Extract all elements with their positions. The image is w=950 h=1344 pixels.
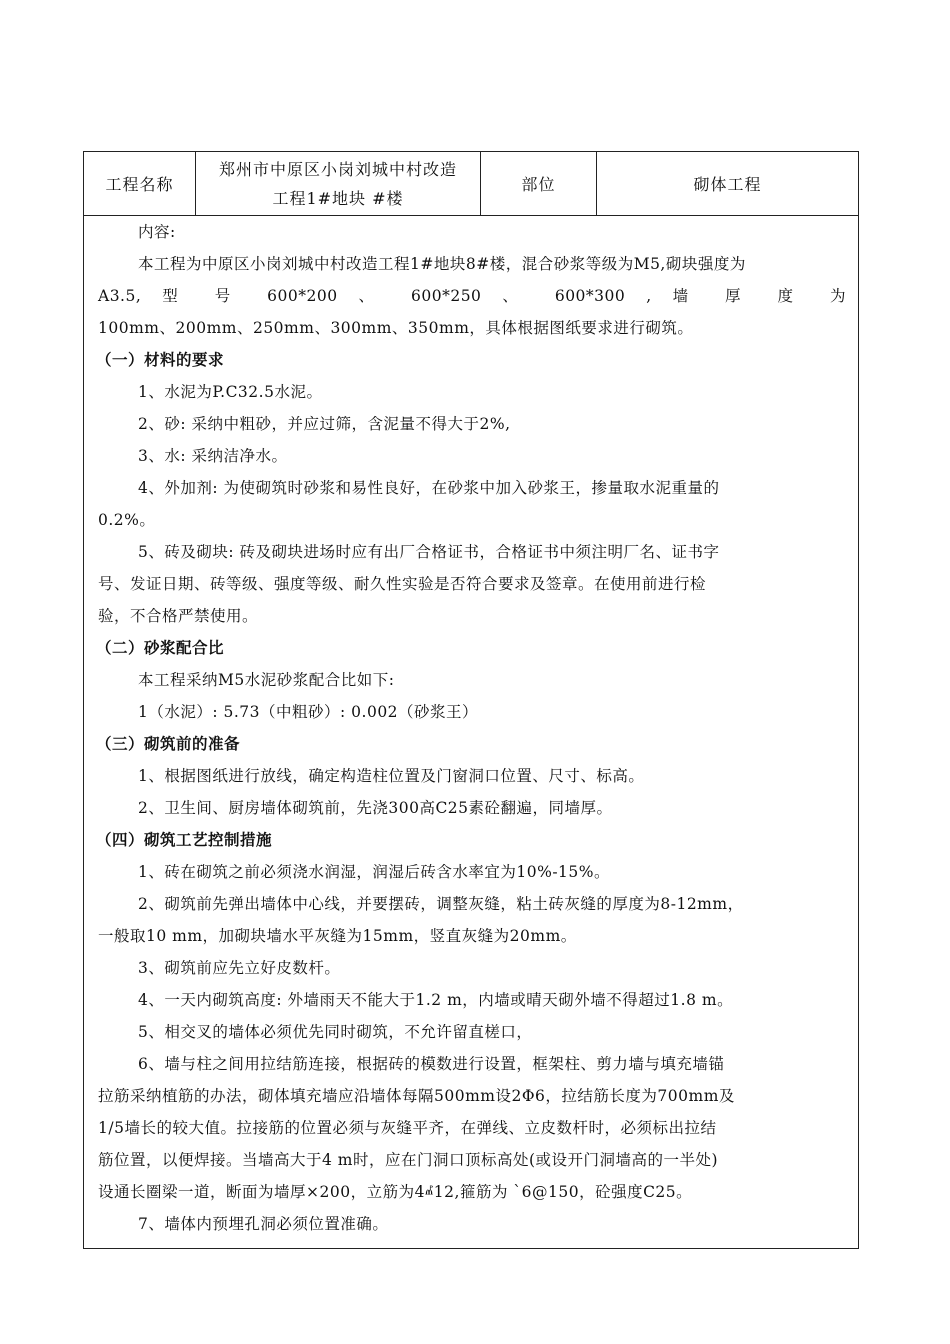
text-line: 6、墙与柱之间用拉结筋连接，根据砖的模数进行设置，框架柱、剪力墙与填充墙锚 (138, 1055, 725, 1073)
text-line: 2、卫生间、厨房墙体砌筑前，先浇300高C25素砼翻遍，同墙厚。 (138, 799, 613, 817)
text-line: 本工程采纳M5水泥砂浆配合比如下: (138, 671, 395, 689)
text-line: 1、砖在砌筑之前必须浇水润湿，润湿后砖含水率宜为10%-15%。 (138, 863, 611, 881)
text-line: 100mm、200mm、250mm、300mm、350mm，具体根据图纸要求进行砌筑。 (98, 319, 694, 337)
section-heading: （一）材料的要求 (96, 351, 225, 369)
project-name-label: 工程名称 (84, 152, 196, 215)
text-line: 7、墙体内预埋孔洞必须位置准确。 (138, 1215, 389, 1233)
part-label: 部位 (481, 152, 597, 215)
text-line: 本工程为中原区小岗刘城中村改造工程1#地块8#楼，混合砂浆等级为M5,砌块强度为 (138, 255, 746, 273)
text-line: 验，不合格严禁使用。 (98, 607, 259, 625)
section-heading: （三）砌筑前的准备 (96, 735, 241, 753)
project-name-line-1: 郑州市中原区小岗刘城中村改造 (218, 159, 457, 179)
text-line: 1、根据图纸进行放线，确定构造柱位置及门窗洞口位置、尺寸、标高。 (138, 767, 645, 785)
text-line: 4、外加剂: 为使砌筑时砂浆和易性良好，在砂浆中加入砂浆王，掺量取水泥重量的 (138, 479, 720, 497)
content-body (84, 216, 858, 1240)
text-line: 0.2%。 (98, 511, 156, 529)
text-line: 一般取10 mm，加砌块墙水平灰缝为15mm，竖直灰缝为20mm。 (98, 927, 577, 945)
text-line: 拉筋采纳植筋的办法，砌体填充墙应沿墙体每隔500mm设2Φ6，拉结筋长度为700mm及 (98, 1087, 735, 1105)
text-line: 2、砌筑前先弹出墙体中心线，并要摆砖，调整灰缝，粘土砖灰缝的厚度为8-12mm， (138, 895, 744, 913)
text-line: 5、相交叉的墙体必须优先同时砌筑，不允许留直槎口， (138, 1023, 533, 1041)
part-value: 砌体工程 (693, 175, 762, 194)
text-line: 设通长圈梁一道，断面为墙厚×200，立筋为4ⰼ12,箍筋为 ˋ6@150，砼强度C25。 (98, 1183, 693, 1201)
section-heading: （四）砌筑工艺控制措施 (96, 831, 273, 849)
text-line: 1（水泥）: 5.73（中粗砂）: 0.002（砂浆王） (138, 703, 479, 721)
text-line: 号、发证日期、砖等级、强度等级、耐久性实验是否符合要求及签章。在使用前进行检 (98, 575, 707, 593)
text-line: 1、水泥为P.C32.5水泥。 (138, 383, 323, 401)
project-name-value (196, 152, 481, 215)
construction-form (83, 151, 859, 1249)
text-line: A3.5, 型 号 600*200 、 600*250 、 600*300 , 墙 厚 度 为 (98, 287, 846, 305)
text-line: 4、一天内砌筑高度: 外墙雨天不能大于1.2 m，内墙或晴天砌外墙不得超过1.8 m。 (138, 991, 734, 1009)
section-heading: （二）砂浆配合比 (96, 639, 225, 657)
text-line: 2、砂: 采纳中粗砂，并应过筛，含泥量不得大于2%, (138, 415, 511, 433)
text-line: 5、砖及砌块: 砖及砌块进场时应有出厂合格证书，合格证书中须注明厂名、证书字 (138, 543, 720, 561)
content-label: 内容: (138, 223, 176, 241)
project-name-line-2: 工程1#地块 #楼 (272, 188, 404, 208)
text-line: 1/5墙长的较大值。拉接筋的位置必须与灰缝平齐，在弹线、立皮数杆时，必须标出拉结 (98, 1119, 717, 1137)
header-row (84, 152, 858, 216)
text-line: 3、砌筑前应先立好皮数杆。 (138, 959, 341, 977)
text-line: 3、水: 采纳洁净水。 (138, 447, 288, 465)
text-line: 筋位置，以便焊接。当墙高大于4 m时，应在门洞口顶标高处(或设开门洞墙高的一半处) (98, 1151, 719, 1169)
